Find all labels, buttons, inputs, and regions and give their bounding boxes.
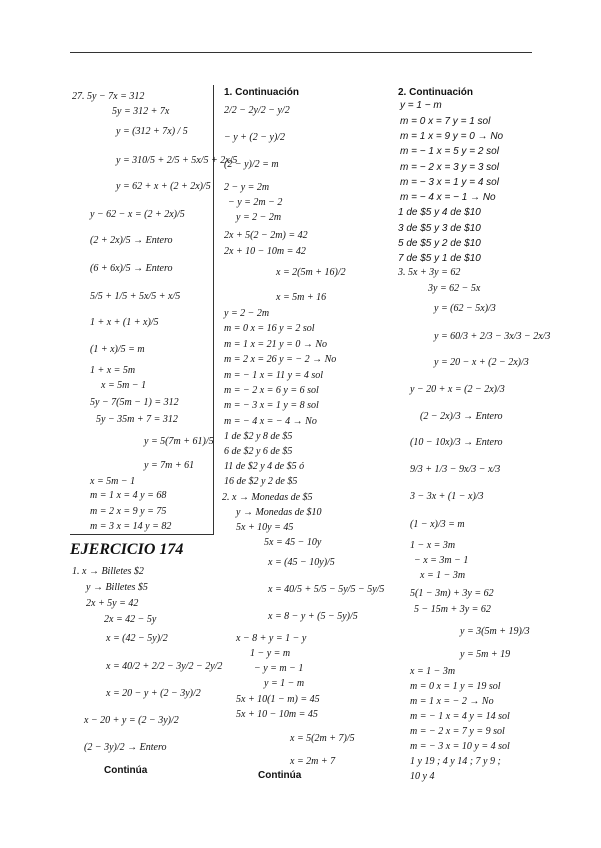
answer-row: 10 y 4	[410, 771, 435, 782]
solution-row: m = 1 x = − 2 → No	[410, 696, 494, 707]
math-line: y = 2 − 2m	[236, 212, 282, 223]
answer-row: 3 de $5 y 3 de $10	[398, 223, 481, 234]
answer-row: 7 de $5 y 1 de $10	[398, 253, 481, 264]
math-line: 5 − 15m + 3y = 62	[414, 604, 491, 615]
solution-row: m = − 1 x = 11 y = 4 sol	[224, 370, 324, 381]
math-line: x = 2(5m + 16)/2	[276, 267, 346, 278]
math-line: 2x + 10 − 10m = 42	[224, 246, 306, 257]
math-line: y = 2 − 2m	[224, 308, 270, 319]
math-line: x = 40/2 + 2/2 − 3y/2 − 2y/2	[106, 661, 223, 672]
math-line: y = 1 − m	[400, 100, 442, 111]
math-line: x = 20 − y + (2 − 3y)/2	[106, 688, 201, 699]
column-3-title: 2. Continuación	[398, 87, 473, 98]
math-line: 5y = 312 + 7x	[112, 106, 170, 117]
math-line: (1 − x)/3 = m	[410, 519, 465, 530]
solution-row: m = 0 x = 16 y = 2 sol	[224, 323, 315, 334]
math-line: 5x + 10y = 45	[236, 522, 294, 533]
solution-row: m = − 4 x = − 1 → No	[400, 192, 496, 203]
problem-1-statement: 1. x → Billetes $2	[72, 566, 144, 577]
problem-2-statement: 2. x → Monedas de $5	[222, 492, 313, 503]
math-line: 5/5 + 1/5 + 5x/5 + x/5	[90, 291, 181, 302]
math-line: 2x + 5y = 42	[86, 598, 139, 609]
math-line: 5y − 35m + 7 = 312	[96, 414, 178, 425]
answer-row: 11 de $2 y 4 de $5 ó	[224, 461, 305, 472]
column-2-title: 1. Continuación	[224, 87, 299, 98]
math-line: (2 − 2x)/3 → Entero	[420, 411, 503, 422]
math-line: 5x + 10(1 − m) = 45	[236, 694, 320, 705]
math-line: x − 20 + y = (2 − 3y)/2	[84, 715, 179, 726]
math-line: x = 2m + 7	[290, 756, 336, 767]
math-line: 2 − y = 2m	[224, 182, 270, 193]
math-line: 2x + 5(2 − 2m) = 42	[224, 230, 308, 241]
math-line: (1 + x)/5 = m	[90, 344, 145, 355]
math-line: (2 + 2x)/5 → Entero	[90, 235, 173, 246]
answer-row: 1 y 19 ; 4 y 14 ; 7 y 9 ;	[410, 756, 501, 767]
math-line: − y = 2m − 2	[228, 197, 283, 208]
math-line: 5x = 45 − 10y	[264, 537, 322, 548]
math-line: − y + (2 − y)/2	[224, 132, 286, 143]
math-line: (2 − y)/2 = m	[224, 159, 279, 170]
math-line: y → Billetes $5	[86, 582, 148, 593]
problem-27-statement: 27. 5y − 7x = 312	[72, 91, 145, 102]
math-line: y = 5(7m + 61)/5	[144, 436, 214, 447]
solution-row: m = − 4 x = − 4 → No	[224, 416, 317, 427]
solution-row: m = − 1 x = 5 y = 2 sol	[400, 146, 499, 157]
answer-row: 1 de $2 y 8 de $5	[224, 431, 293, 442]
solution-row: m = − 3 x = 1 y = 8 sol	[224, 400, 319, 411]
solution-row: m = − 2 x = 3 y = 3 sol	[400, 162, 499, 173]
math-line: y = 1 − m	[264, 678, 305, 689]
math-line: x = 5m − 1	[90, 476, 136, 487]
math-line: (6 + 6x)/5 → Entero	[90, 263, 173, 274]
math-line: 1 − x = 3m	[410, 540, 456, 551]
math-line: − y = m − 1	[254, 663, 304, 674]
solution-row: m = 3 x = 14 y = 82	[90, 521, 172, 532]
solution-row: m = 1 x = 9 y = 0 → No	[400, 131, 504, 142]
continua-label: Continúa	[104, 765, 148, 776]
math-line: 2/2 − 2y/2 − y/2	[224, 105, 290, 116]
solution-row: m = − 2 x = 7 y = 9 sol	[410, 726, 505, 737]
math-line: x = (42 − 5y)/2	[106, 633, 168, 644]
math-line: x = 1 − 3m	[420, 570, 466, 581]
solution-row: m = 1 x = 4 y = 68	[90, 490, 167, 501]
math-line: y → Monedas de $10	[236, 507, 322, 518]
problem-3-statement: 3. 5x + 3y = 62	[398, 267, 461, 278]
math-line: y = 62 + x + (2 + 2x)/5	[116, 181, 211, 192]
math-line: y − 20 + x = (2 − 2x)/3	[410, 384, 505, 395]
solution-row: m = − 2 x = 6 y = 6 sol	[224, 385, 319, 396]
math-line: 1 + x = 5m	[90, 365, 136, 376]
math-line: y = 310/5 + 2/5 + 5x/5 + 2x/5	[116, 155, 238, 166]
answer-row: 1 de $5 y 4 de $10	[398, 207, 481, 218]
math-line: 2x = 42 − 5y	[104, 614, 157, 625]
solution-row: m = − 3 x = 10 y = 4 sol	[410, 741, 510, 752]
math-line: y = 60/3 + 2/3 − 3x/3 − 2x/3	[434, 331, 551, 342]
answer-row: 16 de $2 y 2 de $5	[224, 476, 298, 487]
solution-row: m = 0 x = 7 y = 1 sol	[400, 116, 491, 127]
solution-row: m = 2 x = 9 y = 75	[90, 506, 167, 517]
math-line: 9/3 + 1/3 − 9x/3 − x/3	[410, 464, 501, 475]
solution-row: m = − 1 x = 4 y = 14 sol	[410, 711, 510, 722]
math-line: y = (62 − 5x)/3	[434, 303, 496, 314]
math-line: y = (312 + 7x) / 5	[116, 126, 188, 137]
solution-row: m = − 3 x = 1 y = 4 sol	[400, 177, 499, 188]
column-divider	[213, 85, 214, 535]
math-line: x = (45 − 10y)/5	[268, 557, 335, 568]
math-line: y = 20 − x + (2 − 2x)/3	[434, 357, 529, 368]
answer-row: 5 de $5 y 2 de $10	[398, 238, 481, 249]
math-line: x − 8 + y = 1 − y	[236, 633, 307, 644]
math-line: (10 − 10x)/3 → Entero	[410, 437, 503, 448]
math-line: y = 3(5m + 19)/3	[460, 626, 530, 637]
math-line: 1 − y = m	[250, 648, 291, 659]
math-line: 5y − 7(5m − 1) = 312	[90, 397, 179, 408]
answer-row: 6 de $2 y 6 de $5	[224, 446, 293, 457]
math-line: 5(1 − 3m) + 3y = 62	[410, 588, 494, 599]
math-line: x = 1 − 3m	[410, 666, 456, 677]
math-line: 3y = 62 − 5x	[428, 283, 481, 294]
math-line: y = 7m + 61	[144, 460, 195, 471]
math-line: 1 + x + (1 + x)/5	[90, 317, 159, 328]
top-rule	[70, 52, 532, 53]
exercise-heading: EJERCICIO 174	[70, 541, 184, 558]
math-line: x = 5(2m + 7)/5	[290, 733, 355, 744]
solution-row: m = 0 x = 1 y = 19 sol	[410, 681, 501, 692]
math-line: y − 62 − x = (2 + 2x)/5	[90, 209, 185, 220]
math-line: x = 40/5 + 5/5 − 5y/5 − 5y/5	[268, 584, 385, 595]
math-line: − x = 3m − 1	[414, 555, 469, 566]
continua-label: Continúa	[258, 770, 302, 781]
section-divider	[70, 534, 214, 535]
math-line: x = 5m + 16	[276, 292, 327, 303]
math-line: 5x + 10 − 10m = 45	[236, 709, 318, 720]
math-line: 3 − 3x + (1 − x)/3	[410, 491, 484, 502]
math-line: x = 8 − y + (5 − 5y)/5	[268, 611, 358, 622]
math-line: x = 5m − 1	[101, 380, 147, 391]
math-line: (2 − 3y)/2 → Entero	[84, 742, 167, 753]
solution-row: m = 1 x = 21 y = 0 → No	[224, 339, 328, 350]
solution-row: m = 2 x = 26 y = − 2 → No	[224, 354, 337, 365]
math-line: y = 5m + 19	[460, 649, 511, 660]
